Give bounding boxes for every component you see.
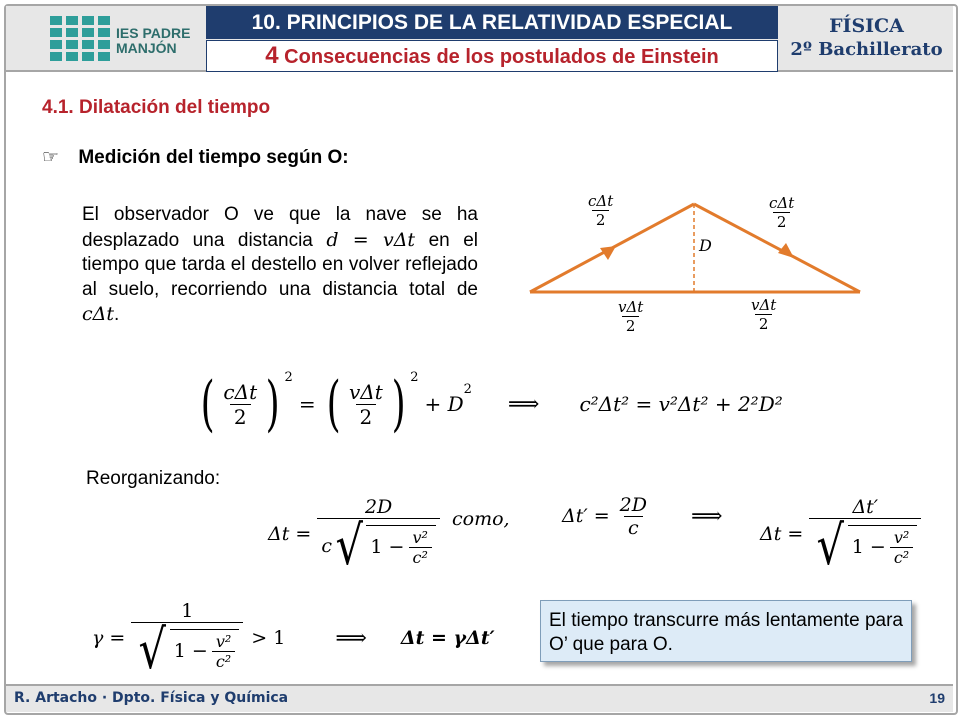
eq3-lhs: Δt′ = <box>562 505 610 527</box>
eq1-lhs-num: cΔt <box>223 379 258 404</box>
pointing-hand-icon: ☞ <box>42 146 60 168</box>
unit-banner <box>206 6 778 39</box>
heading-text: Medición del tiempo según O: <box>78 147 349 168</box>
paragraph-text-2: en el tiempo que tarda el destello en volver reflejado al suelo, recorriendo una distancia total de <box>82 229 478 300</box>
eq2-num: 2D <box>364 495 393 518</box>
sqrt-icon: √ <box>816 513 845 577</box>
eq1-plus-d: + D <box>424 392 464 416</box>
eq4-root-one: 1 − <box>851 536 886 558</box>
paragraph-end: . <box>114 304 120 325</box>
eq1-rhs-num: vΔt <box>349 379 383 404</box>
eq2-c2: c² <box>409 547 432 567</box>
eq3-den: c <box>624 516 643 539</box>
eq1-result: c²Δt² = v²Δt² + 2²D² <box>579 392 783 416</box>
eq5-result: Δt = γΔt′ <box>400 627 495 649</box>
reorganizando-label: Reorganizando: <box>86 468 221 489</box>
school-logo <box>44 12 204 66</box>
eq5-num: 1 <box>181 599 194 622</box>
section-number: 4 <box>265 42 279 69</box>
label-den: 2 <box>622 316 640 335</box>
label-den: 2 <box>773 212 791 231</box>
eq1-exp-3: 2 <box>463 382 472 397</box>
paren-open: ( <box>200 369 215 439</box>
eq2-lhs: Δt = <box>268 523 312 545</box>
diagram-label-height: D <box>699 236 712 255</box>
eq5-lhs: γ = <box>92 627 126 649</box>
section-title: Consecuencias de los postulados de Einstein <box>278 46 719 68</box>
equation-time-dilation <box>760 486 921 582</box>
subsection-title: 4.1. Dilatación del tiempo <box>42 97 271 118</box>
como-text: como, <box>452 508 510 530</box>
eq1-exp-1: 2 <box>284 370 293 385</box>
eq3-num: 2D <box>619 493 647 516</box>
eq5-v2: v² <box>215 631 232 651</box>
total-distance: cΔt <box>82 303 114 325</box>
eq4-v2: v² <box>893 527 910 547</box>
eq2-root-one: 1 − <box>370 536 405 558</box>
eq3-implies: ⟹ <box>690 503 723 529</box>
label-den: 2 <box>592 210 610 229</box>
eq4-lhs: Δt = <box>760 523 804 545</box>
diagram-label-left-bottom <box>614 298 647 335</box>
eq1-implies: ⟹ <box>507 391 540 417</box>
footer <box>6 684 953 712</box>
eq2-v2: v² <box>412 527 428 547</box>
conclusion-text: El tiempo transcurre más lentamente para O’ que para O. <box>549 610 903 655</box>
logo-line1: IES PADRE <box>116 25 191 41</box>
logo-grid-icon <box>44 12 114 66</box>
equation-pythagoras <box>196 364 783 444</box>
paragraph-text-1: El observador O ve que la nave se ha desplazado una distancia <box>82 204 478 251</box>
eq1-equals: = <box>298 392 316 416</box>
diagram-label-right-bottom <box>747 296 780 333</box>
course-title: 2º Bachillerato <box>790 39 943 60</box>
eq1-rhs-den: 2 <box>356 404 377 429</box>
label-num: vΔt <box>618 298 644 316</box>
eq4-num: Δt′ <box>852 495 879 518</box>
light-path-diagram <box>520 190 880 350</box>
equation-gamma <box>92 590 495 686</box>
eq2-den-c: c <box>321 534 332 557</box>
sqrt-icon: √ <box>335 513 363 577</box>
diagram-label-right-top <box>765 194 798 231</box>
paren-open: ( <box>326 369 341 439</box>
paren-close: ) <box>265 369 280 439</box>
explanation-paragraph <box>82 203 478 328</box>
conclusion-box <box>540 600 912 662</box>
sqrt-icon: √ <box>138 617 167 681</box>
eq5-implies: ⟹ <box>335 625 367 651</box>
subject-title: FÍSICA <box>829 15 904 37</box>
logo-text <box>116 26 190 56</box>
footer-author: R. Artacho · Dpto. Física y Química <box>14 690 289 706</box>
section-banner <box>206 40 778 72</box>
eq5-c2: c² <box>212 651 235 671</box>
unit-title: 10. PRINCIPIOS DE LA RELATIVIDAD ESPECIAL <box>251 11 733 34</box>
label-den: 2 <box>755 314 773 333</box>
header <box>6 6 953 72</box>
diagram-label-left-top <box>584 192 617 229</box>
page-number: 19 <box>929 690 945 706</box>
arrow-down-icon <box>778 243 794 258</box>
eq4-c2: c² <box>890 547 913 567</box>
equation-delta-t-prime <box>562 486 723 546</box>
label-num: vΔt <box>751 296 777 314</box>
label-num: cΔt <box>769 194 795 212</box>
distance-formula: d = vΔt <box>326 228 416 251</box>
eq1-exp-2: 2 <box>410 370 419 385</box>
eq5-root-one: 1 − <box>173 640 208 662</box>
paren-close: ) <box>391 369 406 439</box>
subject-box <box>784 14 949 64</box>
equation-delta-t <box>268 486 440 582</box>
label-num: cΔt <box>588 192 614 210</box>
eq5-gt: > 1 <box>251 627 286 649</box>
bullet-heading <box>42 146 349 169</box>
eq1-lhs-den: 2 <box>230 404 251 429</box>
logo-line2: MANJÓN <box>116 40 177 56</box>
